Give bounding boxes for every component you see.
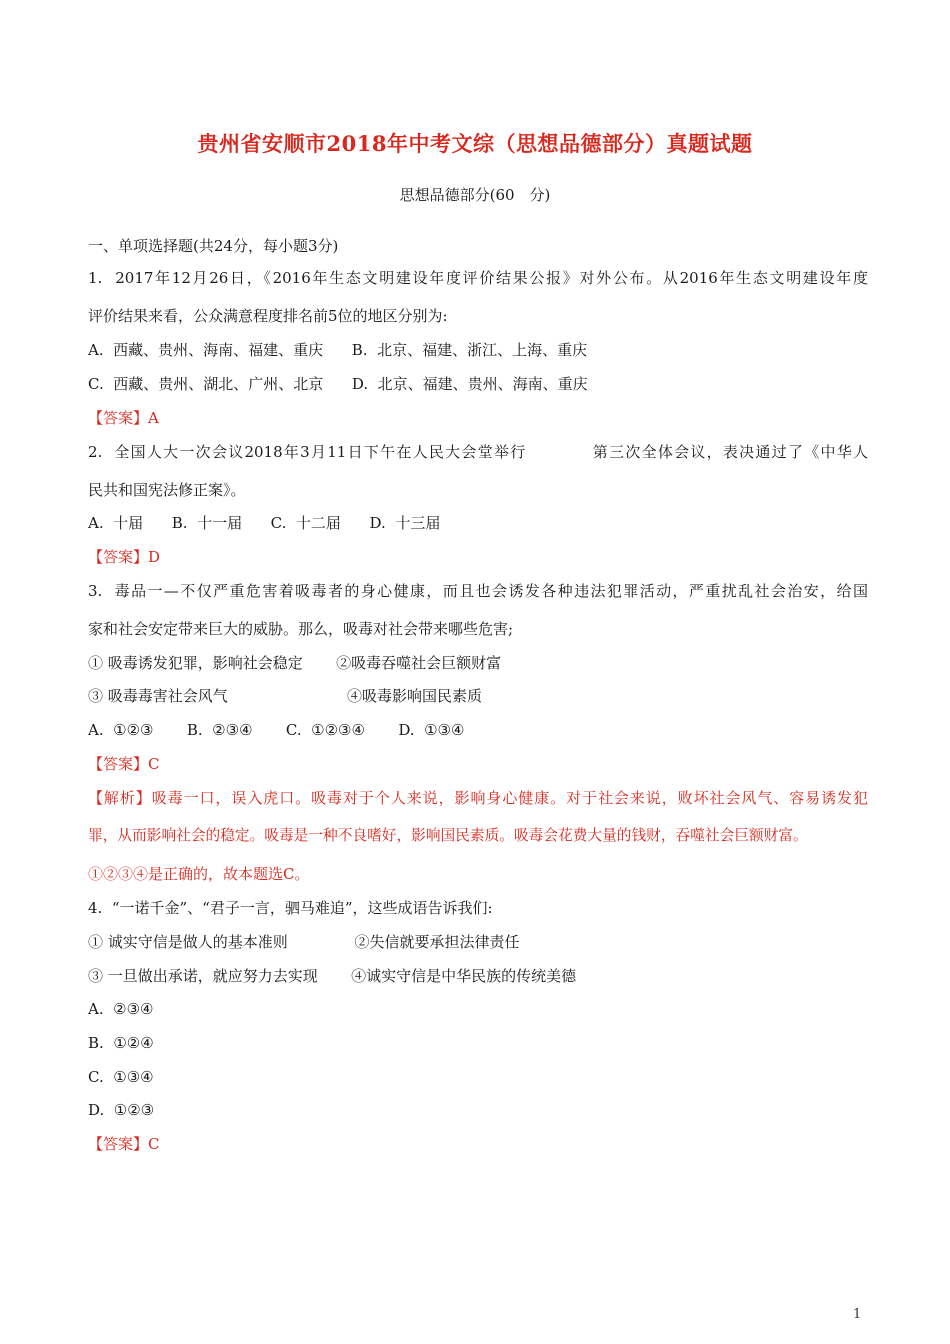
- question-3-analysis-line-1: [88, 788, 868, 808]
- analysis-text: 吸毒一口，误入虎口。吸毒对于个人来说，影响身心健康。对于社会来说，败坏社会风气、容易诱发犯: [151, 789, 868, 807]
- answer-value: C: [148, 1135, 160, 1153]
- question-2-text-line-2: 民共和国宪法修正案》。: [88, 481, 246, 499]
- question-4-text: 4. “一诺千金”、“君子一言，驷马难追”，这些成语告诉我们:: [88, 899, 493, 917]
- question-4-answer: [88, 1134, 160, 1154]
- question-2-answer: [88, 547, 160, 567]
- question-1-text-line-2: 评价结果来看，公众满意程度排名前5位的地区分别为:: [88, 307, 448, 325]
- answer-tag: 【答案】: [88, 755, 149, 773]
- question-2-text-line-1: 2. 全国人大一次会议2018年3月11日下午在人民大会堂举行 第三次全体会议，表决通过了《中华人: [88, 443, 868, 461]
- answer-value: D: [148, 548, 161, 566]
- question-4-option-b: B. ①②④: [88, 1034, 154, 1052]
- question-3-statements-line-2: ③ 吸毒毒害社会风气 ④吸毒影响国民素质: [88, 687, 482, 705]
- document-title: 贵州省安顺市2018年中考文综（思想品德部分）真题试题: [197, 131, 753, 156]
- answer-value: A: [148, 409, 159, 427]
- question-3-options: A. ①②③ B. ②③④ C. ①②③④ D. ①③④: [88, 721, 465, 739]
- question-1-answer: [88, 408, 159, 428]
- analysis-tag: 【解析】: [88, 789, 152, 807]
- question-1-text-line-1: 1. 2017年12月26日，《2016年生态文明建设年度评价结果公报》对外公布。从2016年生态文明建设年度: [88, 269, 868, 287]
- answer-value: C: [148, 755, 160, 773]
- page-number: 1: [853, 1307, 862, 1322]
- answer-tag: 【答案】: [88, 1135, 149, 1153]
- question-3-analysis-line-3: ①②③④是正确的，故本题选C。: [88, 865, 310, 883]
- question-4-option-d: D. ①②③: [88, 1101, 155, 1119]
- question-3-text-line-1: 3. 毒品一—不仅严重危害着吸毒者的身心健康，而且也会诱发各种违法犯罪活动，严重扰乱社会治安，给国: [88, 582, 868, 600]
- answer-tag: 【答案】: [88, 548, 149, 566]
- question-1-options-line-2: C. 西藏、贵州、湖北、广州、北京 D. 北京、福建、贵州、海南、重庆: [88, 375, 588, 393]
- question-1-options-line-1: A. 西藏、贵州、海南、福建、重庆 B. 北京、福建、浙江、上海、重庆: [88, 341, 588, 359]
- section-heading: 一、单项选择题(共24分，每小题3分): [88, 237, 339, 255]
- question-3-analysis-line-2: 罪，从而影响社会的稳定。吸毒是一种不良嗜好，影响国民素质。吸毒会花费大量的钱财，吞噬社会巨额财富。: [88, 827, 808, 844]
- answer-tag: 【答案】: [88, 409, 149, 427]
- question-4-statements-line-1: ① 诚实守信是做人的基本准则 ②失信就要承担法律责任: [88, 933, 520, 951]
- question-4-statements-line-2: ③ 一旦做出承诺，就应努力去实现 ④诚实守信是中华民族的传统美德: [88, 967, 577, 985]
- section-subtitle: 思想品德部分(60 分): [399, 186, 551, 204]
- question-2-options: A. 十届 B. 十一届 C. 十二届 D. 十三届: [88, 514, 441, 532]
- question-3-text-line-2: 家和社会安定带来巨大的威胁。那么，吸毒对社会带来哪些危害;: [88, 620, 514, 638]
- question-3-answer: [88, 754, 160, 774]
- question-3-statements-line-1: ① 吸毒诱发犯罪，影响社会稳定 ②吸毒吞噬社会巨额财富: [88, 654, 502, 672]
- question-4-option-a: A. ②③④: [88, 1000, 154, 1018]
- question-4-option-c: C. ①③④: [88, 1068, 154, 1086]
